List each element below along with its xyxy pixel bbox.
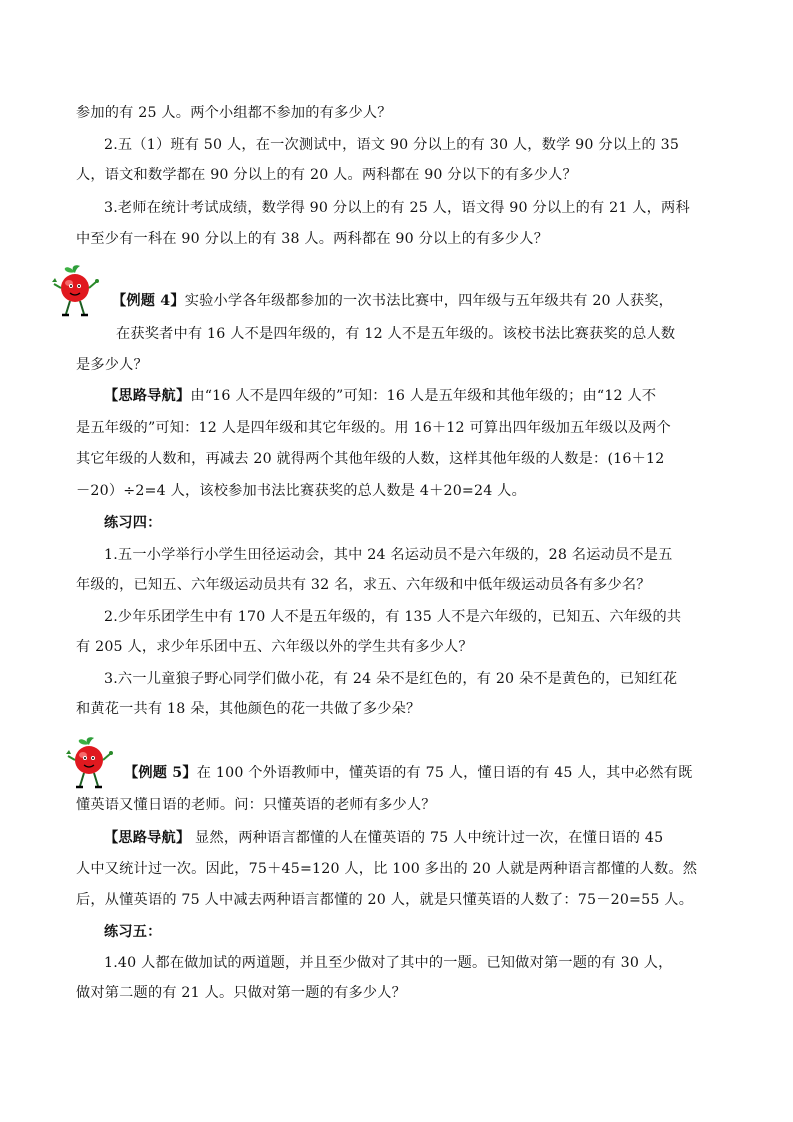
hint-label: 【思路导航】 xyxy=(104,388,191,404)
hint-line xyxy=(104,385,656,405)
text-line: 其它年级的人数和，再减去 20 就得两个其他年级的人数，这样其他年级的人数是：(16＋12 xyxy=(76,451,665,467)
hint-text: 显然，两种语言都懂的人在懂英语的 75 人中统计过一次，在懂日语的 45 xyxy=(190,830,664,846)
text-line: 在获奖者中有 16 人不是四年级的，有 12 人不是五年级的。该校书法比赛获奖的总人数 xyxy=(116,326,676,342)
text-line: －20）÷2=4 人，该校参加书法比赛获奖的总人数是 4＋20=24 人。 xyxy=(76,483,526,499)
example-4-label: 【例题 4】 xyxy=(112,293,185,309)
example-5-label: 【例题 5】 xyxy=(124,765,197,781)
text-line: 后，从懂英语的 75 人中减去两种语言都懂的 20 人，就是只懂英语的人数了：75－20=55 人。 xyxy=(76,892,694,908)
apple-mascot-icon xyxy=(60,734,118,794)
text-line: 是五年级的”可知：12 人是四年级和其它年级的。用 16＋12 可算出四年级加五年级以及两个 xyxy=(76,420,671,436)
example-5-text: 在 100 个外语教师中，懂英语的有 75 人，懂日语的有 45 人，其中必然有既 xyxy=(196,765,693,781)
hint-line xyxy=(104,827,663,847)
practice-item: 1.40 人都在做加试的两道题，并且至少做对了其中的一题。已知做对第一题的有 30 人， xyxy=(104,955,673,971)
text-line: 参加的有 25 人。两个小组都不参加的有多少人？ xyxy=(76,105,392,121)
text-line: 是多少人？ xyxy=(76,357,148,373)
text-line: 中至少有一科在 90 分以上的有 38 人。两科都在 90 分以上的有多少人？ xyxy=(76,231,549,247)
apple-mascot-icon xyxy=(46,262,104,322)
practice-item: 2.少年乐团学生中有 170 人不是五年级的，有 135 人不是六年级的，已知五、六年级的共 xyxy=(104,609,682,625)
practice-4-heading: 练习四： xyxy=(104,515,162,531)
practice-item: 3.六一儿童狼子野心同学们做小花，有 24 朵不是红色的，有 20 朵不是黄色的，已知红花 xyxy=(104,671,678,687)
practice-5-heading: 练习五： xyxy=(104,924,162,940)
example-4-line xyxy=(112,290,673,310)
hint-label: 【思路导航】 xyxy=(104,830,191,846)
text-line: 和黄花一共有 18 朵，其他颜色的花一共做了多少朵？ xyxy=(76,701,421,717)
text-line: 懂英语又懂日语的老师。问：只懂英语的老师有多少人？ xyxy=(76,797,436,813)
text-line: 人，语文和数学都在 90 分以上的有 20 人。两科都在 90 分以下的有多少人？ xyxy=(76,167,577,183)
example-5-line xyxy=(124,762,692,782)
practice-item: 2.五（1）班有 50 人，在一次测试中，语文 90 分以上的有 30 人，数学 90 分以上的 35 xyxy=(104,137,680,153)
text-line: 年级的，已知五、六年级运动员共有 32 名，求五、六年级和中低年级运动员各有多少名？ xyxy=(76,577,651,593)
text-line: 有 205 人，求少年乐团中五、六年级以外的学生共有多少人？ xyxy=(76,639,473,655)
practice-item: 1.五一小学举行小学生田径运动会，其中 24 名运动员不是六年级的，28 名运动员不是五 xyxy=(104,547,673,563)
text-line: 做对第二题的有 21 人。只做对第一题的有多少人？ xyxy=(76,985,407,1001)
hint-text: 由“16 人不是四年级的”可知：16 人是五年级和其他年级的；由“12 人不 xyxy=(190,388,657,404)
practice-item: 3.老师在统计考试成绩，数学得 90 分以上的有 25 人，语文得 90 分以上的有 21 人，两科 xyxy=(104,200,690,216)
text-line: 人中又统计过一次。因此，75＋45=120 人，比 100 多出的 20 人就是两种语言都懂的人数。然 xyxy=(76,861,698,877)
example-4-text: 实验小学各年级都参加的一次书法比赛中，四年级与五年级共有 20 人获奖， xyxy=(184,293,674,309)
